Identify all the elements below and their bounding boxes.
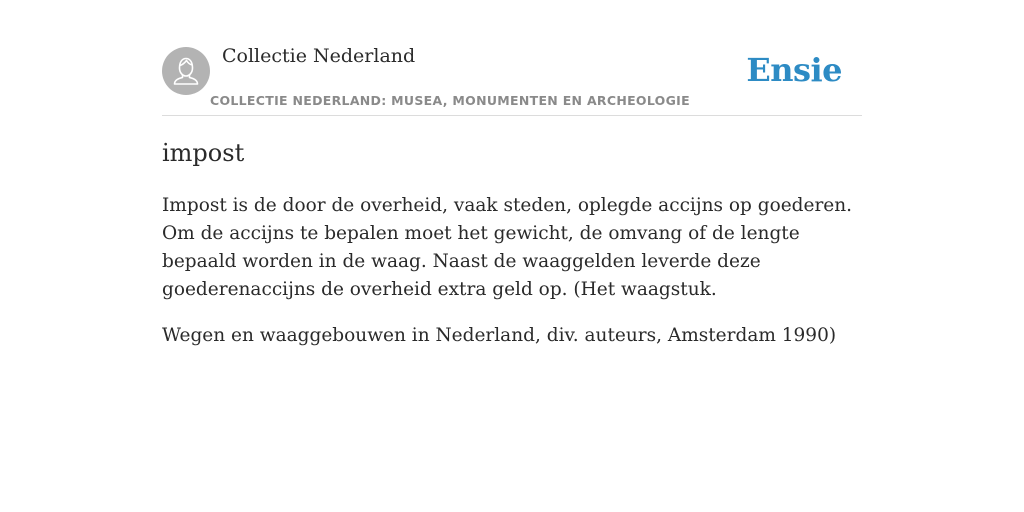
ensie-logo[interactable]: Ensie (746, 51, 842, 89)
entry-paragraph: Impost is de door de overheid, vaak steden, oplegde accijns op goederen. Om de accijns te bepalen moet het gewicht, de omvang of de lengte bepaald worden in de waag. Naast de waaggelden leverde deze goederenaccijns de overheid extra geld op. (Het waagstuk. (162, 195, 853, 300)
author-subtitle[interactable]: COLLECTIE NEDERLAND: MUSEA, MONUMENTEN EN ARCHEOLOGIE (210, 93, 690, 108)
entry-title: impost (162, 139, 245, 167)
user-silhouette-icon (162, 47, 210, 95)
header (162, 0, 862, 116)
avatar[interactable] (162, 47, 210, 95)
entry-body (162, 192, 862, 368)
entry-paragraph: Wegen en waaggebouwen in Nederland, div. auteurs, Amsterdam 1990) (162, 325, 837, 346)
page (162, 0, 862, 512)
author-name[interactable]: Collectie Nederland (222, 45, 416, 67)
